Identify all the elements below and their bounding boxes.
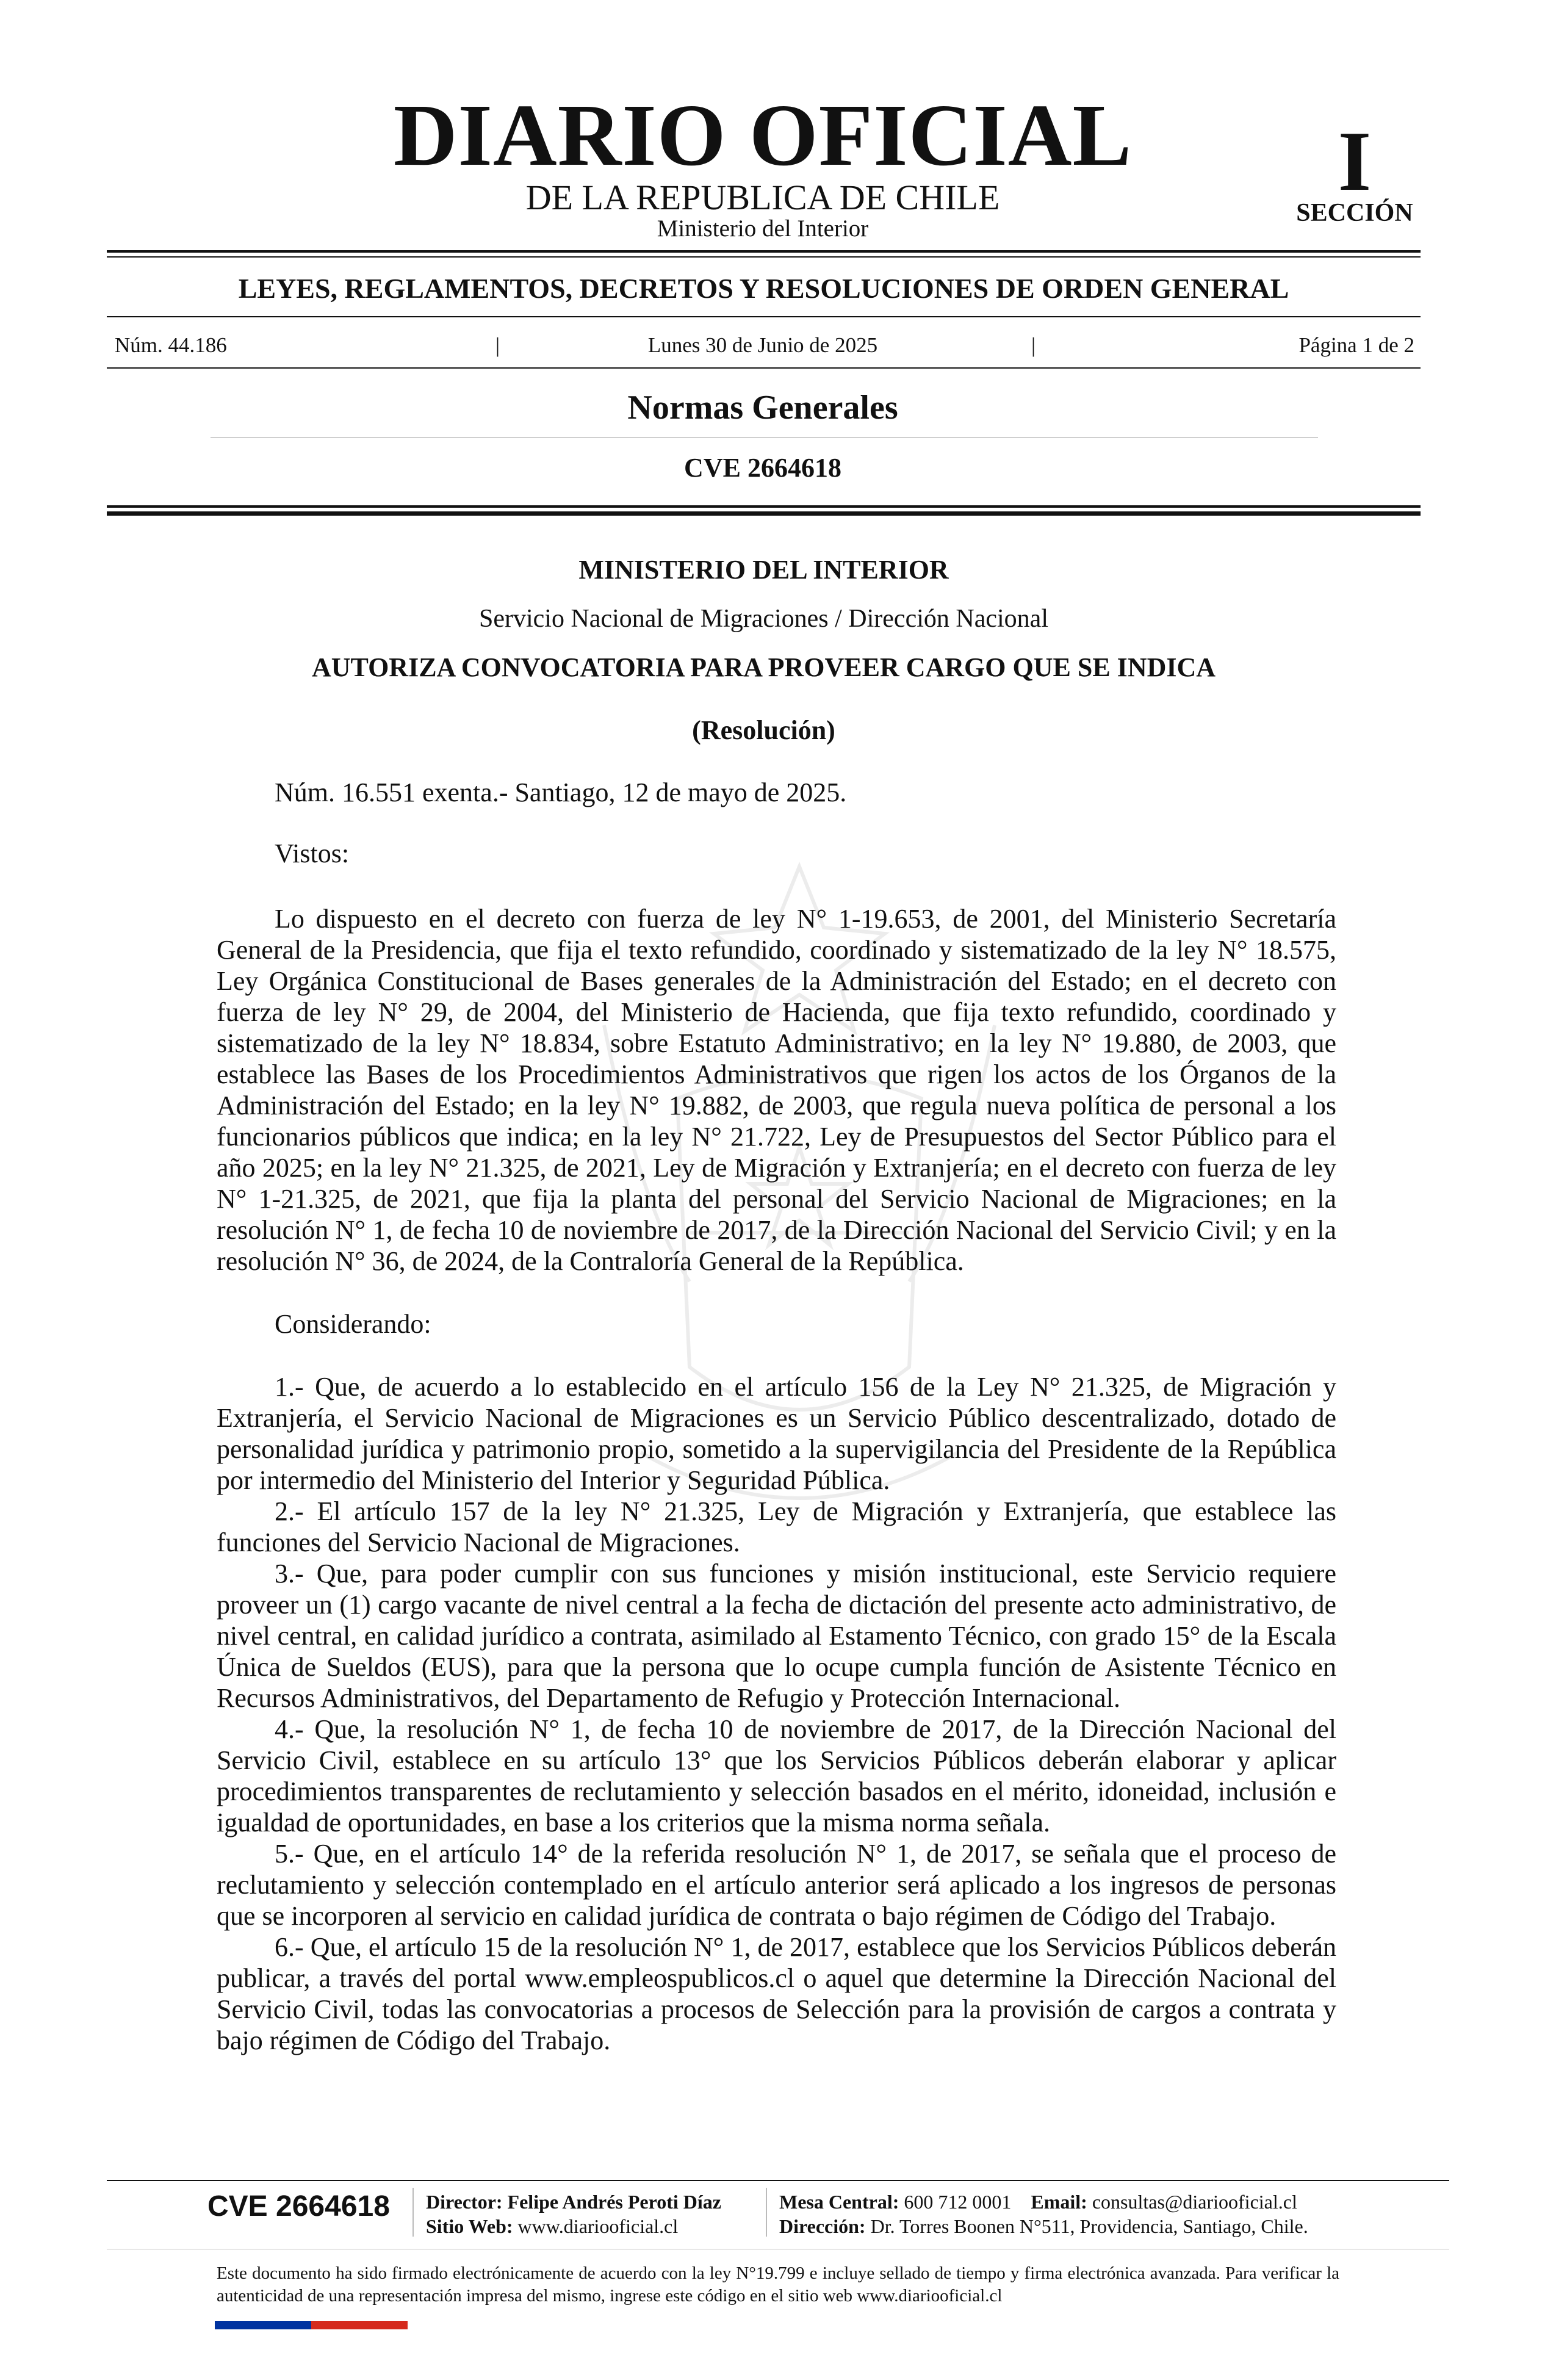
meta-separator: | <box>1031 333 1036 357</box>
footer-contact-block <box>779 2190 1308 2238</box>
document-body <box>217 903 1336 2056</box>
issue-number: Núm. 44.186 <box>115 333 227 357</box>
footer-rule <box>107 2180 1449 2181</box>
flag-bar-blue <box>215 2321 311 2329</box>
considerando-item: 2.- El artículo 157 de la ley N° 21.325, Ley de Migración y Extranjería, que establece las funciones del Servicio Nacional de Migraciones. <box>217 1496 1336 1557</box>
email-label: Email: <box>1031 2191 1087 2213</box>
phone-label: Mesa Central: <box>779 2191 899 2213</box>
footer-separator <box>412 2188 414 2237</box>
newspaper-subtitle: DE LA REPUBLICA DE CHILE <box>525 178 1000 217</box>
resolution-number: Núm. 16.551 exenta.- Santiago, 12 de mayo de 2025. <box>275 777 847 807</box>
masthead-rule-top <box>107 250 1421 253</box>
considerando-label: Considerando: <box>275 1309 431 1339</box>
newspaper-title: DIARIO OFICIAL <box>393 87 1133 184</box>
vistos-label: Vistos: <box>275 838 350 868</box>
footer-separator <box>766 2188 767 2237</box>
vistos-paragraph: Lo dispuesto en el decreto con fuerza de ley N° 1-19.653, de 2001, del Ministerio Secretaría General de la Presidencia, que fija el texto refundido, coordinado y sistematizado de la ley N° 18.575, Ley Orgánica Constitucional de Bases generales de la Administración del Estado; en el decreto con fuerza de ley N° 29, de 2004, del Ministerio de Hacienda, que fija texto refundido, coordinado y sistematizado de la ley N° 18.834, sobre Estatuto Administrativo; en la ley N° 19.880, de 2003, que establece las Bases de los Procedimientos Administrativos que rigen los actos de los Órganos de la Administración del Estado; en la ley N° 19.882, de 2003, que regula nueva política de personal a los funcionarios públicos que indica; en la ley N° 21.722, Ley de Presupuestos del Sector Público para el año 2025; en la ley N° 21.325, de 2021, Ley de Migración y Extranjería; en el decreto con fuerza de ley N° 1-21.325, de 2021, que fija la planta del personal del Servicio Nacional de Migraciones; en la resolución N° 1, de fecha 10 de noviembre de 2017, de la Dirección Nacional del Servicio Civil; y en la resolución N° 36, de 2024, de la Contraloría General de la República. <box>217 904 1336 1276</box>
document-service: Servicio Nacional de Migraciones / Dirección Nacional <box>479 605 1048 633</box>
document-title: AUTORIZA CONVOCATORIA PARA PROVEER CARGO QUE SE INDICA <box>311 652 1216 682</box>
considerando-item: 5.- Que, en el artículo 14° de la referida resolución N° 1, de 2017, se señala que el proceso de reclutamiento y selección contemplado en el artículo anterior será aplicado a los ingresos de personas que se incorporen al servicio en calidad jurídica de contrata o bajo régimen de Código del Trabajo. <box>217 1839 1336 1931</box>
page-indicator: Página 1 de 2 <box>1298 333 1414 357</box>
signature-note: Este documento ha sido firmado electrónicamente de acuerdo con la ley N°19.799 e incluye sellado de tiempo y firma electrónica avanzada. Para verificar la autenticidad de una representación impresa del mismo, ingrese este código en el sitio web www.diariooficial.cl <box>217 2263 1339 2306</box>
section-label: SECCIÓN <box>1296 199 1413 227</box>
director-label: Director: <box>426 2191 503 2213</box>
section-number: I <box>1338 114 1372 209</box>
site-label: Sitio Web: <box>426 2215 513 2237</box>
masthead-ministry: Ministerio del Interior <box>657 215 869 242</box>
laws-rule <box>107 316 1421 317</box>
considerando-item: 3.- Que, para poder cumplir con sus funciones y misión institucional, este Servicio requiere proveer un (1) cargo vacante de nivel central a la fecha de dictación del presente acto administrativo, de nivel central, en calidad jurídico a contrata, asimilado al Estamento Técnico, con grado 15° de la Escala Única de Sueldos (EUS), para que la persona que lo ocupe cumpla función de Asistente Técnico en Recursos Administrativos, del Departamento de Refugio y Protección Internacional. <box>217 1559 1336 1713</box>
meta-separator: | <box>495 333 500 357</box>
phone-number: 600 712 0001 <box>904 2191 1012 2213</box>
flag-bar-red <box>311 2321 408 2329</box>
director-name: Felipe Andrés Peroti Díaz <box>507 2191 721 2213</box>
masthead-rule-top-thin <box>107 256 1421 258</box>
document-type: (Resolución) <box>692 715 835 745</box>
footer-cve-code: CVE 2664618 <box>207 2190 390 2223</box>
considerando-item: 4.- Que, la resolución N° 1, de fecha 10 de noviembre de 2017, de la Dirección Nacional del Servicio Civil, establece en su artículo 13° que los Servicios Públicos deberán elaborar y aplicar procedimientos transparentes de reclutamiento y selección basados en el mérito, idoneidad, inclusión e igualdad de oportunidades, en base a los criterios que la misma norma señala. <box>217 1714 1336 1837</box>
considerando-item: 6.- Que, el artículo 15 de la resolución N° 1, de 2017, establece que los Servicios Públicos deberán publicar, a través del portal www.empleospublicos.cl o aquel que determine la Dirección Nacional del Servicio Civil, todas las convocatorias a procesos de Selección para la provisión de cargos a contrata y bajo régimen de Código del Trabajo. <box>217 1932 1336 2055</box>
considerando-item: 1.- Que, de acuerdo a lo establecido en el artículo 156 de la Ley N° 21.325, de Migración y Extranjería, el Servicio Nacional de Migraciones es un Servicio Público descentralizado, dotado de personalidad jurídica y patrimonio propio, sometido a la supervigilancia del Presidente de la República por intermedio del Ministerio del Interior y Seguridad Pública. <box>217 1372 1336 1495</box>
section-heading: Normas Generales <box>627 389 898 427</box>
issue-date: Lunes 30 de Junio de 2025 <box>647 333 878 357</box>
address-text: Dr. Torres Boonen N°511, Providencia, Santiago, Chile. <box>870 2215 1308 2237</box>
document-ministry: MINISTERIO DEL INTERIOR <box>578 555 949 585</box>
meta-rule <box>107 367 1421 369</box>
cve-rule <box>107 505 1421 508</box>
cve-rule-thick <box>107 511 1421 516</box>
cve-code: CVE 2664618 <box>684 453 841 483</box>
address-label: Dirección: <box>779 2215 866 2237</box>
section-divider <box>211 437 1318 438</box>
site-link[interactable]: www.diariooficial.cl <box>517 2215 679 2237</box>
laws-banner: LEYES, REGLAMENTOS, DECRETOS Y RESOLUCIONES DE ORDEN GENERAL <box>238 273 1289 304</box>
footer-director-block <box>426 2190 721 2238</box>
email-link[interactable]: consultas@diariooficial.cl <box>1092 2191 1297 2213</box>
